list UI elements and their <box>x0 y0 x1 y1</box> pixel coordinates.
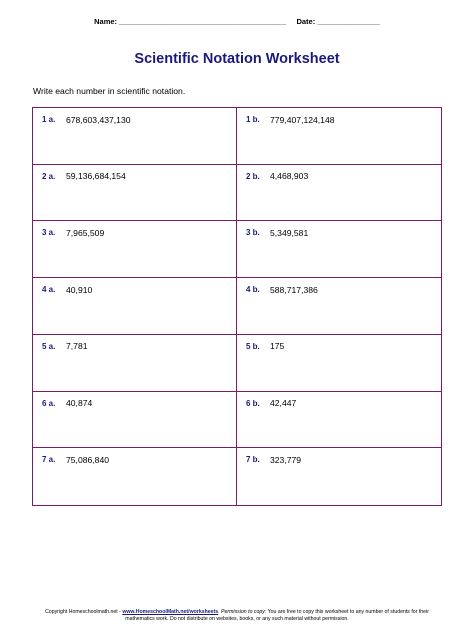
problem-value: 7,965,509 <box>66 227 105 238</box>
problem-cell <box>237 448 441 505</box>
permission-label: Permission to copy: <box>221 609 267 615</box>
problem-value: 323,779 <box>270 454 302 465</box>
problem-cell <box>33 221 237 278</box>
permission-text: You are free to copy this worksheet to any number of students for their mathematics work. Do not distribute on websites, books, or any such material without permission. <box>125 609 429 622</box>
problem-value: 75,086,840 <box>66 454 110 465</box>
name-label: Name: <box>94 17 118 26</box>
problem-label: 6 b. <box>246 398 260 408</box>
name-date-line <box>0 17 474 26</box>
problem-cell <box>33 448 237 505</box>
problem-label: 3 a. <box>42 228 56 238</box>
problem-cell <box>237 108 441 165</box>
date-label: Date: <box>296 17 316 26</box>
problem-cell <box>237 278 441 335</box>
problem-value: 4,468,903 <box>270 171 309 182</box>
problem-value: 59,136,684,154 <box>66 171 126 182</box>
problem-value: 588,717,386 <box>270 284 318 295</box>
problem-cell <box>237 165 441 222</box>
problem-label: 3 b. <box>246 228 260 238</box>
problem-label: 4 a. <box>42 285 56 295</box>
worksheet-title: Scientific Notation Worksheet <box>134 51 340 67</box>
instructions-text: Write each number in scientific notation. <box>33 86 186 96</box>
problem-value: 40,910 <box>66 284 93 295</box>
homeschoolmath-link[interactable]: www.HomeschoolMath.net/worksheets <box>122 609 219 615</box>
problem-value: 175 <box>270 341 285 352</box>
copyright-text: Copyright Homeschoolmath.net - <box>45 609 123 615</box>
name-field[interactable]: ________________________________________ <box>119 17 287 26</box>
problem-label: 2 a. <box>42 171 56 181</box>
problem-value: 5,349,581 <box>270 227 309 238</box>
problem-label: 7 b. <box>246 455 260 465</box>
problem-cell <box>33 335 237 392</box>
problem-value: 7,781 <box>66 341 88 352</box>
problem-label: 7 a. <box>42 455 56 465</box>
problem-cell <box>33 165 237 222</box>
date-field[interactable]: _______________ <box>317 17 380 26</box>
problem-cell <box>33 108 237 165</box>
problem-label: 1 b. <box>246 115 260 124</box>
problem-label: 2 b. <box>246 171 260 181</box>
problem-value: 42,447 <box>270 398 297 409</box>
problem-value: 678,603,437,130 <box>66 114 131 125</box>
problem-cell <box>237 221 441 278</box>
problem-label: 5 a. <box>42 341 56 351</box>
problem-label: 4 b. <box>246 285 260 295</box>
problem-label: 5 b. <box>246 341 260 351</box>
problem-cell <box>237 392 441 449</box>
problem-label: 1 a. <box>42 115 56 124</box>
problem-label: 6 a. <box>42 398 56 408</box>
problem-value: 779,407,124,148 <box>270 114 335 125</box>
problem-cell <box>33 392 237 449</box>
problem-value: 40,874 <box>66 398 93 409</box>
problem-cell <box>237 335 441 392</box>
problem-grid <box>32 107 442 506</box>
copyright-footer: Copyright Homeschoolmath.net - www.HomeschoolMath.net/worksheets. Permission to copy: You are free to copy this worksheet to any number of students for their mathematics work. Do not distribute on websites, books, or any such material without permission. <box>45 609 429 622</box>
problem-cell <box>33 278 237 335</box>
